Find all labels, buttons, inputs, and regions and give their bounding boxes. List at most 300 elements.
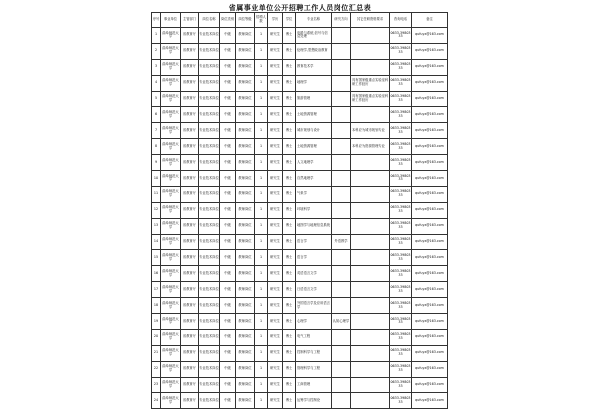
- cell-post: 专业技术岗位: [199, 107, 220, 123]
- cell-dir: [332, 393, 351, 409]
- cell-note: qufuyz@163.com: [412, 298, 448, 314]
- cell-no: 24: [152, 393, 161, 409]
- cell-note: qufuyz@163.com: [412, 75, 448, 91]
- cell-unit: 曲阜师范大学: [161, 155, 181, 171]
- cell-deg: 博士: [283, 298, 296, 314]
- cell-cat: 中级: [220, 186, 236, 202]
- cell-major: 外国语言学及应用语言学: [296, 298, 332, 314]
- cell-major: 工商管理: [296, 377, 332, 393]
- cell-tel: 0633-3980333: [390, 314, 412, 330]
- cell-edu: 研究生: [268, 361, 283, 377]
- cell-no: 4: [152, 75, 161, 91]
- cell-unit: 曲阜师范大学: [161, 314, 181, 330]
- cell-dir: [332, 171, 351, 187]
- cell-deg: 博士: [283, 218, 296, 234]
- cell-note: qufuyz@163.com: [412, 171, 448, 187]
- table-row: [152, 329, 448, 345]
- cell-tel: 0633-3980333: [390, 43, 412, 59]
- cell-count: 1: [255, 91, 268, 107]
- cell-post: 专业技术岗位: [199, 59, 220, 75]
- cell-unit: 曲阜师范大学: [161, 393, 181, 409]
- cell-dir: [332, 329, 351, 345]
- cell-tel: 0633-3980333: [390, 202, 412, 218]
- cell-major: 人文地理学: [296, 155, 332, 171]
- cell-no: 7: [152, 123, 161, 139]
- cell-dir: [332, 43, 351, 59]
- cell-dir: 认知心理学: [332, 314, 351, 330]
- cell-dir: [332, 218, 351, 234]
- table-row: [152, 250, 448, 266]
- cell-post: 专业技术岗位: [199, 186, 220, 202]
- table-row: [152, 171, 448, 187]
- cell-edu: 研究生: [268, 155, 283, 171]
- cell-count: 1: [255, 393, 268, 409]
- cell-post: 专业技术岗位: [199, 314, 220, 330]
- cell-no: 11: [152, 186, 161, 202]
- cell-level: 教师岗位: [236, 91, 255, 107]
- cell-edu: 研究生: [268, 123, 283, 139]
- cell-major: 电路与系统,信号与信息处理: [296, 28, 332, 44]
- cell-level: 教师岗位: [236, 266, 255, 282]
- table-row: [152, 314, 448, 330]
- cell-deg: 博士: [283, 91, 296, 107]
- cell-no: 22: [152, 361, 161, 377]
- cell-major: 语言学: [296, 250, 332, 266]
- cell-edu: 研究生: [268, 218, 283, 234]
- cell-note: qufuyz@163.com: [412, 234, 448, 250]
- cell-req: 本科应为资源管理专业: [351, 139, 390, 155]
- cell-major: 语言学: [296, 234, 332, 250]
- cell-unit: 曲阜师范大学: [161, 123, 181, 139]
- cell-count: 1: [255, 377, 268, 393]
- column-header: 专业名称: [296, 13, 332, 28]
- cell-cat: 中级: [220, 377, 236, 393]
- cell-deg: 博士: [283, 171, 296, 187]
- column-header: 备注: [412, 13, 448, 28]
- cell-count: 1: [255, 171, 268, 187]
- cell-req: [351, 393, 390, 409]
- cell-post: 专业技术岗位: [199, 202, 220, 218]
- cell-deg: 博士: [283, 250, 296, 266]
- cell-unit: 曲阜师范大学: [161, 218, 181, 234]
- cell-dept: 省教育厅: [181, 361, 199, 377]
- cell-dept: 省教育厅: [181, 139, 199, 155]
- cell-edu: 研究生: [268, 171, 283, 187]
- cell-no: 2: [152, 43, 161, 59]
- cell-unit: 曲阜师范大学: [161, 28, 181, 44]
- cell-req: [351, 298, 390, 314]
- cell-req: [351, 329, 390, 345]
- cell-dir: [332, 266, 351, 282]
- cell-cat: 中级: [220, 218, 236, 234]
- cell-major: 电气工程: [296, 329, 332, 345]
- cell-tel: 0633-3980333: [390, 329, 412, 345]
- cell-note: qufuyz@163.com: [412, 393, 448, 409]
- cell-cat: 中级: [220, 250, 236, 266]
- cell-major: 地理学: [296, 75, 332, 91]
- cell-dept: 省教育厅: [181, 155, 199, 171]
- cell-dept: 省教育厅: [181, 91, 199, 107]
- cell-count: 1: [255, 59, 268, 75]
- cell-edu: 研究生: [268, 282, 283, 298]
- column-header: 主管部门: [181, 13, 199, 28]
- cell-deg: 博士: [283, 43, 296, 59]
- cell-unit: 曲阜师范大学: [161, 186, 181, 202]
- cell-edu: 研究生: [268, 91, 283, 107]
- cell-count: 1: [255, 250, 268, 266]
- cell-dir: [332, 186, 351, 202]
- cell-major: 旅游管理: [296, 91, 332, 107]
- cell-count: 1: [255, 186, 268, 202]
- cell-tel: 0633-3980333: [390, 266, 412, 282]
- cell-no: 12: [152, 202, 161, 218]
- cell-cat: 中级: [220, 266, 236, 282]
- cell-major: 自然地理学: [296, 171, 332, 187]
- cell-level: 教师岗位: [236, 314, 255, 330]
- cell-unit: 曲阜师范大学: [161, 107, 181, 123]
- cell-note: qufuyz@163.com: [412, 155, 448, 171]
- cell-unit: 曲阜师范大学: [161, 91, 181, 107]
- cell-note: qufuyz@163.com: [412, 28, 448, 44]
- column-header: 研究方向: [332, 13, 351, 28]
- cell-dir: [332, 202, 351, 218]
- cell-level: 教师岗位: [236, 107, 255, 123]
- cell-count: 1: [255, 123, 268, 139]
- cell-req: 本科应为城市规划专业: [351, 123, 390, 139]
- cell-cat: 中级: [220, 171, 236, 187]
- cell-dir: [332, 282, 351, 298]
- cell-post: 专业技术岗位: [199, 377, 220, 393]
- cell-edu: 研究生: [268, 186, 283, 202]
- cell-tel: 0633-3980333: [390, 282, 412, 298]
- cell-count: 1: [255, 218, 268, 234]
- cell-req: 具有国家级重点实验室科研工作经历: [351, 91, 390, 107]
- cell-req: [351, 59, 390, 75]
- cell-level: 教师岗位: [236, 218, 255, 234]
- cell-note: qufuyz@163.com: [412, 59, 448, 75]
- cell-deg: 博士: [283, 155, 296, 171]
- cell-dir: [332, 139, 351, 155]
- cell-edu: 研究生: [268, 250, 283, 266]
- cell-level: 教师岗位: [236, 234, 255, 250]
- cell-dept: 省教育厅: [181, 250, 199, 266]
- cell-note: qufuyz@163.com: [412, 314, 448, 330]
- cell-dept: 省教育厅: [181, 234, 199, 250]
- cell-count: 1: [255, 266, 268, 282]
- cell-major: 土地资源管理: [296, 139, 332, 155]
- table-row: [152, 43, 448, 59]
- cell-req: [351, 43, 390, 59]
- cell-major: 环境科学: [296, 202, 332, 218]
- cell-tel: 0633-3980333: [390, 234, 412, 250]
- cell-unit: 曲阜师范大学: [161, 43, 181, 59]
- cell-edu: 研究生: [268, 234, 283, 250]
- cell-count: 1: [255, 155, 268, 171]
- cell-level: 教师岗位: [236, 59, 255, 75]
- cell-count: 1: [255, 107, 268, 123]
- cell-tel: 0633-3980333: [390, 28, 412, 44]
- cell-cat: 中级: [220, 123, 236, 139]
- cell-note: qufuyz@163.com: [412, 107, 448, 123]
- cell-note: qufuyz@163.com: [412, 282, 448, 298]
- cell-dir: [332, 75, 351, 91]
- cell-major: 日语语言文学: [296, 282, 332, 298]
- cell-edu: 研究生: [268, 314, 283, 330]
- cell-dept: 省教育厅: [181, 314, 199, 330]
- cell-no: 3: [152, 59, 161, 75]
- cell-level: 教师岗位: [236, 171, 255, 187]
- cell-req: [351, 282, 390, 298]
- cell-count: 1: [255, 202, 268, 218]
- cell-tel: 0633-3980333: [390, 186, 412, 202]
- cell-level: 教师岗位: [236, 282, 255, 298]
- cell-note: qufuyz@163.com: [412, 139, 448, 155]
- cell-count: 1: [255, 234, 268, 250]
- cell-tel: 0633-3980333: [390, 218, 412, 234]
- cell-count: 1: [255, 75, 268, 91]
- cell-no: 16: [152, 266, 161, 282]
- cell-tel: 0633-3980333: [390, 59, 412, 75]
- cell-dir: 外语教学: [332, 234, 351, 250]
- cell-major: 伦理学,思想政治教育: [296, 43, 332, 59]
- cell-tel: 0633-3980333: [390, 155, 412, 171]
- cell-note: qufuyz@163.com: [412, 329, 448, 345]
- cell-count: 1: [255, 361, 268, 377]
- cell-tel: 0633-3980333: [390, 171, 412, 187]
- cell-edu: 研究生: [268, 393, 283, 409]
- cell-dir: [332, 91, 351, 107]
- cell-dir: [332, 298, 351, 314]
- cell-edu: 研究生: [268, 43, 283, 59]
- cell-post: 专业技术岗位: [199, 361, 220, 377]
- cell-level: 教师岗位: [236, 75, 255, 91]
- table-row: [152, 377, 448, 393]
- table-row: [152, 123, 448, 139]
- cell-no: 23: [152, 377, 161, 393]
- cell-deg: 博士: [283, 282, 296, 298]
- cell-dir: [332, 123, 351, 139]
- cell-cat: 中级: [220, 107, 236, 123]
- cell-cat: 中级: [220, 298, 236, 314]
- cell-req: [351, 107, 390, 123]
- table-row: [152, 266, 448, 282]
- cell-dir: [332, 107, 351, 123]
- cell-level: 教师岗位: [236, 123, 255, 139]
- cell-cat: 中级: [220, 155, 236, 171]
- cell-count: 1: [255, 139, 268, 155]
- cell-edu: 研究生: [268, 345, 283, 361]
- cell-level: 教师岗位: [236, 28, 255, 44]
- cell-unit: 曲阜师范大学: [161, 377, 181, 393]
- cell-post: 专业技术岗位: [199, 155, 220, 171]
- cell-cat: 中级: [220, 75, 236, 91]
- cell-tel: 0633-3980333: [390, 345, 412, 361]
- cell-cat: 中级: [220, 28, 236, 44]
- cell-note: qufuyz@163.com: [412, 377, 448, 393]
- cell-no: 5: [152, 91, 161, 107]
- cell-deg: 博士: [283, 329, 296, 345]
- table-row: [152, 139, 448, 155]
- cell-level: 教师岗位: [236, 361, 255, 377]
- cell-deg: 博士: [283, 234, 296, 250]
- cell-major: 控制科学与工程: [296, 345, 332, 361]
- cell-dept: 省教育厅: [181, 186, 199, 202]
- cell-major: 地图学与地理信息系统: [296, 218, 332, 234]
- cell-no: 19: [152, 314, 161, 330]
- cell-no: 9: [152, 155, 161, 171]
- cell-deg: 博士: [283, 75, 296, 91]
- table-row: [152, 393, 448, 409]
- cell-count: 1: [255, 282, 268, 298]
- cell-post: 专业技术岗位: [199, 250, 220, 266]
- cell-post: 专业技术岗位: [199, 123, 220, 139]
- column-header: 岗位名称: [199, 13, 220, 28]
- cell-req: [351, 314, 390, 330]
- cell-edu: 研究生: [268, 329, 283, 345]
- cell-cat: 中级: [220, 59, 236, 75]
- cell-tel: 0633-3980333: [390, 91, 412, 107]
- cell-req: [351, 186, 390, 202]
- cell-no: 10: [152, 171, 161, 187]
- cell-dir: [332, 250, 351, 266]
- column-header: 学历: [268, 13, 283, 28]
- table-row: [152, 361, 448, 377]
- cell-cat: 中级: [220, 329, 236, 345]
- cell-post: 专业技术岗位: [199, 218, 220, 234]
- cell-unit: 曲阜师范大学: [161, 266, 181, 282]
- cell-post: 专业技术岗位: [199, 171, 220, 187]
- cell-tel: 0633-3980333: [390, 139, 412, 155]
- cell-dir: [332, 59, 351, 75]
- cell-level: 教师岗位: [236, 250, 255, 266]
- table-row: [152, 298, 448, 314]
- cell-level: 教师岗位: [236, 393, 255, 409]
- cell-note: qufuyz@163.com: [412, 266, 448, 282]
- cell-dept: 省教育厅: [181, 298, 199, 314]
- cell-edu: 研究生: [268, 266, 283, 282]
- cell-edu: 研究生: [268, 377, 283, 393]
- cell-level: 教师岗位: [236, 43, 255, 59]
- cell-no: 1: [152, 28, 161, 44]
- cell-unit: 曲阜师范大学: [161, 345, 181, 361]
- cell-unit: 曲阜师范大学: [161, 171, 181, 187]
- cell-tel: 0633-3980333: [390, 107, 412, 123]
- table-row: [152, 234, 448, 250]
- cell-note: qufuyz@163.com: [412, 345, 448, 361]
- cell-dir: [332, 361, 351, 377]
- cell-post: 专业技术岗位: [199, 234, 220, 250]
- cell-no: 8: [152, 139, 161, 155]
- cell-req: [351, 171, 390, 187]
- cell-unit: 曲阜师范大学: [161, 250, 181, 266]
- cell-post: 专业技术岗位: [199, 139, 220, 155]
- cell-dept: 省教育厅: [181, 282, 199, 298]
- cell-tel: 0633-3980333: [390, 250, 412, 266]
- document-title: 省属事业单位公开招聘工作人员岗位汇总表: [228, 4, 372, 12]
- cell-dir: [332, 155, 351, 171]
- cell-deg: 博士: [283, 139, 296, 155]
- cell-edu: 研究生: [268, 202, 283, 218]
- cell-dept: 省教育厅: [181, 28, 199, 44]
- cell-req: [351, 218, 390, 234]
- cell-no: 15: [152, 250, 161, 266]
- cell-no: 6: [152, 107, 161, 123]
- cell-major: 管理科学与工程: [296, 361, 332, 377]
- cell-post: 专业技术岗位: [199, 298, 220, 314]
- cell-post: 专业技术岗位: [199, 282, 220, 298]
- cell-req: [351, 266, 390, 282]
- cell-deg: 博士: [283, 345, 296, 361]
- cell-note: qufuyz@163.com: [412, 123, 448, 139]
- cell-edu: 研究生: [268, 107, 283, 123]
- column-header: 岗位等级: [236, 13, 255, 28]
- cell-req: [351, 250, 390, 266]
- cell-no: 21: [152, 345, 161, 361]
- cell-dept: 省教育厅: [181, 345, 199, 361]
- cell-no: 18: [152, 298, 161, 314]
- cell-post: 专业技术岗位: [199, 43, 220, 59]
- cell-deg: 博士: [283, 266, 296, 282]
- cell-edu: 研究生: [268, 298, 283, 314]
- cell-dept: 省教育厅: [181, 377, 199, 393]
- cell-tel: 0633-3980333: [390, 377, 412, 393]
- cell-level: 教师岗位: [236, 202, 255, 218]
- cell-deg: 博士: [283, 202, 296, 218]
- cell-post: 专业技术岗位: [199, 393, 220, 409]
- cell-major: 气象学: [296, 186, 332, 202]
- cell-deg: 博士: [283, 107, 296, 123]
- cell-deg: 博士: [283, 314, 296, 330]
- cell-dept: 省教育厅: [181, 59, 199, 75]
- cell-dept: 省教育厅: [181, 329, 199, 345]
- cell-edu: 研究生: [268, 75, 283, 91]
- table-row: [152, 218, 448, 234]
- cell-deg: 博士: [283, 361, 296, 377]
- cell-req: 具有国家级重点实验室科研工作经历: [351, 75, 390, 91]
- cell-cat: 中级: [220, 91, 236, 107]
- cell-deg: 博士: [283, 59, 296, 75]
- cell-cat: 中级: [220, 202, 236, 218]
- table-row: [152, 155, 448, 171]
- cell-deg: 博士: [283, 377, 296, 393]
- cell-level: 教师岗位: [236, 377, 255, 393]
- job-positions-table: [151, 12, 448, 409]
- cell-note: qufuyz@163.com: [412, 202, 448, 218]
- cell-cat: 中级: [220, 234, 236, 250]
- cell-post: 专业技术岗位: [199, 266, 220, 282]
- cell-cat: 中级: [220, 282, 236, 298]
- cell-dept: 省教育厅: [181, 75, 199, 91]
- cell-unit: 曲阜师范大学: [161, 139, 181, 155]
- table-row: [152, 59, 448, 75]
- cell-req: [351, 377, 390, 393]
- cell-count: 1: [255, 329, 268, 345]
- table-row: [152, 107, 448, 123]
- cell-post: 专业技术岗位: [199, 28, 220, 44]
- table-row: [152, 282, 448, 298]
- cell-major: 城市规划与设计: [296, 123, 332, 139]
- cell-dept: 省教育厅: [181, 107, 199, 123]
- cell-count: 1: [255, 28, 268, 44]
- cell-dir: [332, 28, 351, 44]
- table-row: [152, 186, 448, 202]
- cell-dir: [332, 377, 351, 393]
- table-header-row: [152, 13, 448, 28]
- cell-post: 专业技术岗位: [199, 345, 220, 361]
- cell-deg: 博士: [283, 28, 296, 44]
- cell-dept: 省教育厅: [181, 171, 199, 187]
- cell-deg: 博士: [283, 393, 296, 409]
